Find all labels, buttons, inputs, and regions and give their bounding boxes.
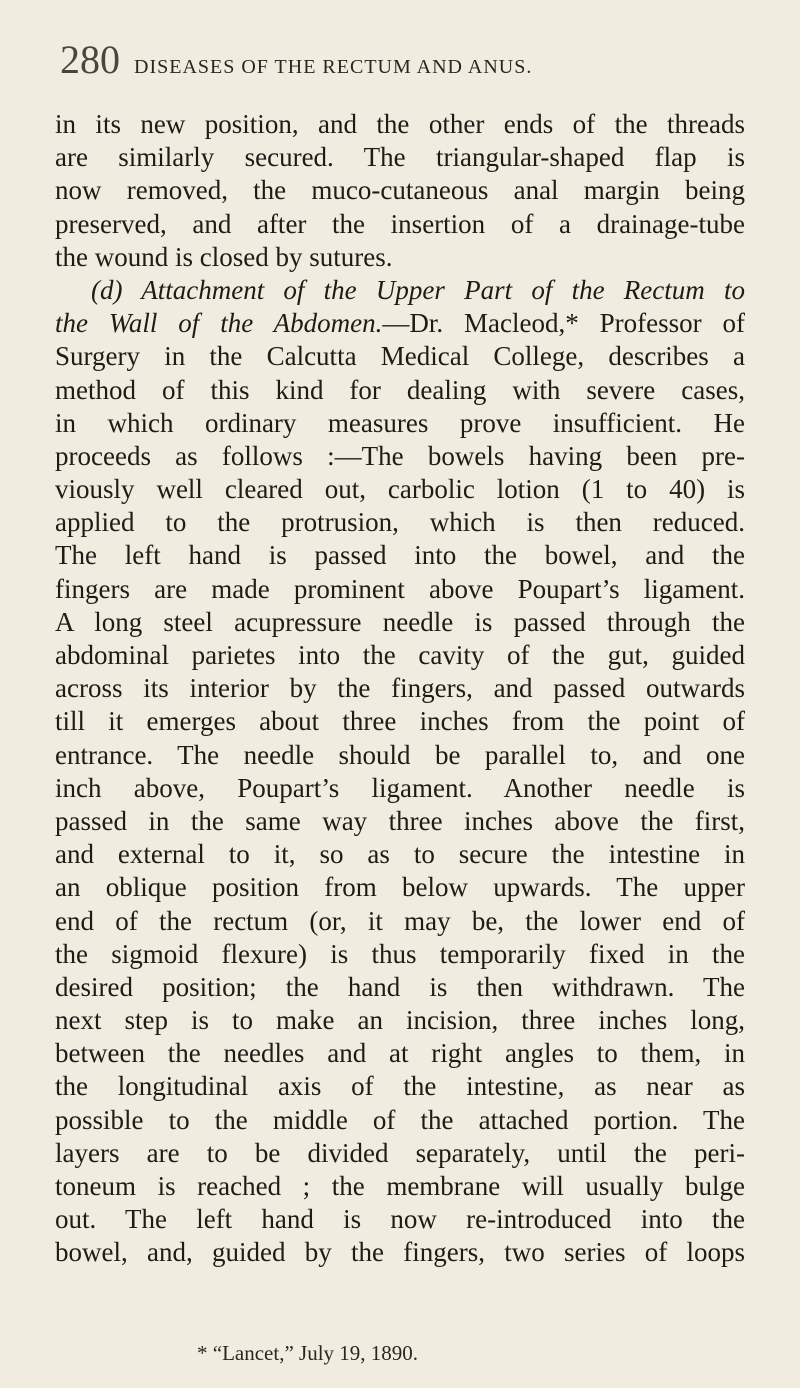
text-line: possible to the middle of the attached portion. The: [55, 1104, 745, 1135]
text-line: next step is to make an incision, three inches long,: [55, 1005, 745, 1036]
text-line: are similarly secured. The triangular-shaped flap is: [55, 142, 745, 173]
text-line: bowel, and, guided by the fingers, two series of loops: [55, 1237, 745, 1268]
text-line: toneum is reached ; the membrane will usually bulge: [55, 1171, 745, 1201]
text-line: across its interior by the fingers, and passed outwards: [55, 673, 745, 704]
text-line: Surgery in the Calcutta Medical College, describes a: [55, 341, 745, 372]
running-head: [60, 37, 750, 94]
section-heading: (d) Attachment of the Upper Part of the Rectum to: [91, 274, 745, 305]
footnote: * “Lancet,” July 19, 1890.: [197, 1341, 419, 1365]
text-line: the wound is closed by sutures.: [55, 241, 393, 272]
text-line: the longitudinal axis of the intestine, as near as: [55, 1071, 745, 1102]
text-line: out. The left hand is now re-introduced into the: [55, 1204, 745, 1235]
text-line: abdominal parietes into the cavity of the gut, guided: [55, 640, 745, 670]
text-line: applied to the protrusion, which is then reduced.: [55, 507, 745, 538]
section-heading-tail: the Wall of the Abdomen.: [55, 308, 383, 339]
text-line: viously well cleared out, carbolic lotion (1 to 40) is: [55, 474, 745, 505]
text-line: between the needles and at right angles to them, in: [55, 1038, 745, 1069]
text-line: inch above, Poupart’s ligament. Another needle is: [55, 772, 745, 803]
text-fragment: —Dr. Macleod,* Professor of: [382, 308, 745, 339]
text-line: an oblique position from below upwards. The upper: [55, 872, 745, 903]
text-line: in its new position, and the other ends of the threads: [55, 109, 745, 139]
text-line: desired position; the hand is then withdrawn. The: [55, 971, 745, 1002]
section-heading-continued: [55, 307, 745, 340]
text-line: A long steel acupressure needle is passed through the: [55, 606, 745, 637]
running-title: DISEASES OF THE RECTUM AND ANUS.: [134, 56, 533, 78]
body-text: [55, 108, 745, 1270]
text-line: entrance. The needle should be parallel to, and one: [55, 739, 745, 770]
text-line: passed in the same way three inches above the first,: [55, 805, 745, 836]
text-line: now removed, the muco-cutaneous anal margin being: [55, 175, 745, 206]
text-line: method of this kind for dealing with severe cases,: [55, 374, 745, 405]
page-number: 280: [60, 37, 120, 82]
text-line: layers are to be divided separately, until the peri-: [55, 1137, 745, 1168]
text-line: end of the rectum (or, it may be, the lower end of: [55, 905, 745, 936]
text-line: The left hand is passed into the bowel, and the: [55, 540, 745, 571]
text-line: proceeds as follows :—The bowels having been pre-: [55, 440, 745, 471]
text-line: till it emerges about three inches from the point of: [55, 706, 745, 737]
text-line: in which ordinary measures prove insufficient. He: [55, 407, 745, 438]
text-line: fingers are made prominent above Poupart’s ligament.: [55, 573, 745, 604]
text-line: the sigmoid flexure) is thus temporarily fixed in the: [55, 938, 745, 969]
text-line: and external to it, so as to secure the intestine in: [55, 839, 745, 870]
text-line: preserved, and after the insertion of a drainage-tube: [55, 208, 745, 239]
